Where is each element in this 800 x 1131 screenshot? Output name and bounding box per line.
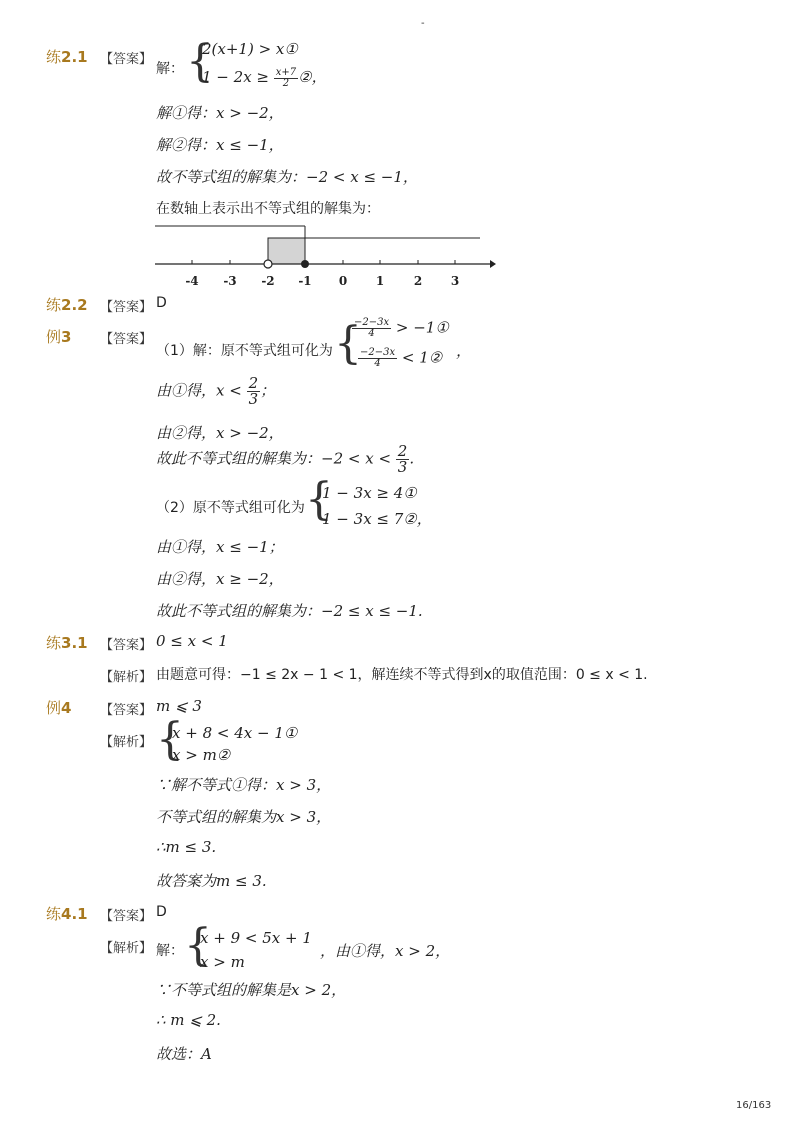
system-comma: ， xyxy=(456,342,472,360)
step-line: 由①得，x ≤ −1； xyxy=(156,538,284,556)
tick-marks xyxy=(192,260,455,264)
inequality-2: x > m② xyxy=(172,746,231,764)
step-line: 由②得，x ≥ −2， xyxy=(156,570,284,588)
tick-label: -4 xyxy=(185,274,199,288)
system-brace: { xyxy=(156,714,184,765)
system-brace: { xyxy=(184,920,212,971)
solution-prefix: 解： xyxy=(156,61,184,77)
analysis-tag: 【解析】 xyxy=(100,735,153,750)
step-line: ∵解不等式①得：x > 3， xyxy=(156,776,332,794)
step-line: 不等式组的解集为x > 3， xyxy=(156,808,332,826)
answer-tag: 【答案】 xyxy=(100,703,153,718)
step-line: ∴ m ⩽ 2. xyxy=(156,1011,221,1029)
step-line: 故选：A xyxy=(156,1045,212,1063)
analysis-tag: 【解析】 xyxy=(100,670,153,685)
label-example-4: 例4 xyxy=(46,699,72,717)
step-line: 故此不等式组的解集为：−2 < x < $\frac{2}{3}$ . xyxy=(156,442,415,476)
answer-tag: 【答案】 xyxy=(100,638,153,653)
inequality-1: x + 8 < 4x − 1① xyxy=(172,724,298,742)
answer-tag: 【答案】 xyxy=(100,52,153,67)
system-brace: { xyxy=(305,474,333,525)
inequality-2: 1 − 2x ≥ $\frac{x+7}{2}$ ②， xyxy=(202,66,327,89)
tick-label: -2 xyxy=(261,274,275,288)
tick-label: -1 xyxy=(298,274,312,288)
inequality-1: 1 − 3x ≥ 4① xyxy=(322,484,417,502)
closed-point xyxy=(301,260,309,268)
label-practice-3-1: 练3.1 xyxy=(46,634,88,652)
answer-value: m ⩽ 3 xyxy=(156,697,202,715)
inequality-1: $\frac{-2-3x}{4}$ > −1① xyxy=(354,317,449,339)
answer-tag: 【答案】 xyxy=(100,909,153,924)
inequality-2: x > m xyxy=(200,953,245,971)
analysis-tag: 【解析】 xyxy=(100,941,153,956)
step-line: 由②得，x > −2， xyxy=(156,424,284,442)
step-line: ∴m ≤ 3. xyxy=(156,838,217,856)
system-brace: { xyxy=(334,318,362,369)
inequality-2: $\frac{-2-3x}{4}$ < 1② xyxy=(360,347,443,369)
step-line: 故答案为m ≤ 3. xyxy=(156,872,267,890)
tick-label: 1 xyxy=(375,274,385,288)
system-brace: { xyxy=(186,36,214,87)
part-2-intro: （2）原不等式组可化为 xyxy=(156,500,305,516)
label-practice-2-1: 练2.1 xyxy=(46,48,88,66)
axis-arrow xyxy=(490,260,496,268)
label-practice-2-2: 练2.2 xyxy=(46,296,88,314)
step-line: 解①得：x > −2， xyxy=(156,104,284,122)
answer-value: D xyxy=(156,904,167,920)
part-1-intro: （1）解：原不等式组可化为 xyxy=(156,343,333,359)
inequality-1: x + 9 < 5x + 1 xyxy=(200,929,312,947)
tick-label: 2 xyxy=(413,274,423,288)
solution-prefix: 解： xyxy=(156,943,184,959)
step-line: 由①得，x < $\frac{2}{3}$ ； xyxy=(156,374,276,408)
number-line-figure xyxy=(150,218,500,292)
analysis-text: 由题意可得：−1 ≤ 2x − 1 < 1，解连续不等式得到x的取值范围：0 ≤ x < 1. xyxy=(156,667,648,683)
page-number: 16/163 xyxy=(736,1100,772,1111)
step-line: 故此不等式组的解集为：−2 ≤ x ≤ −1. xyxy=(156,602,423,620)
tick-label: -3 xyxy=(223,274,237,288)
header-mark: - xyxy=(421,18,425,29)
answer-tag: 【答案】 xyxy=(100,332,153,347)
solution-region xyxy=(268,238,305,264)
label-practice-4-1: 练4.1 xyxy=(46,905,88,923)
tick-label: 0 xyxy=(338,274,348,288)
answer-value: 0 ≤ x < 1 xyxy=(156,632,228,650)
tick-label: 3 xyxy=(450,274,460,288)
step-line: ∵不等式组的解集是x > 2， xyxy=(156,981,347,999)
open-point xyxy=(264,260,272,268)
inequality-2: 1 − 3x ≤ 7②， xyxy=(322,510,432,528)
label-example-3: 例3 xyxy=(46,328,72,346)
step-line: 故不等式组的解集为：−2 < x ≤ −1， xyxy=(156,168,418,186)
inequality-1: 2(x+1) > x① xyxy=(202,40,298,58)
step-line: 在数轴上表示出不等式组的解集为： xyxy=(156,201,380,217)
answer-tag: 【答案】 xyxy=(100,300,153,315)
step-inline: ，由①得，x > 2， xyxy=(320,942,451,960)
answer-value: D xyxy=(156,295,167,311)
step-line: 解②得：x ≤ −1， xyxy=(156,136,284,154)
